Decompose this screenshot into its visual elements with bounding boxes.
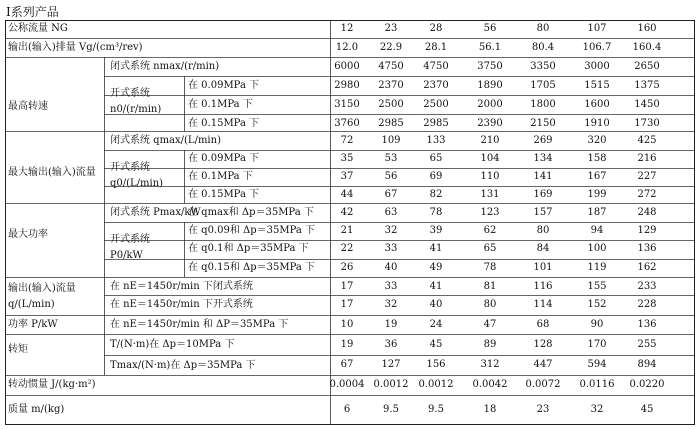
value-cell: 26	[340, 262, 354, 273]
row-label-inertia: 转动惯量 J/(kg·m²)	[8, 379, 96, 390]
value-cell: 44	[340, 189, 354, 200]
value-cell: 2500	[378, 99, 404, 110]
value-cell: 1600	[584, 99, 610, 110]
condition-label: 在 q0.15和 Δp＝35MPa 下	[188, 262, 316, 273]
value-cell: 2985	[378, 118, 404, 129]
value-cell: 89	[483, 339, 497, 350]
value-cell: 228	[637, 299, 657, 310]
value-cell: 18	[483, 404, 497, 415]
value-cell: 2985	[423, 118, 449, 129]
value-cell: 19	[340, 339, 354, 350]
value-cell: 187	[587, 207, 607, 218]
value-cell: 80.4	[531, 42, 555, 53]
value-cell: 6	[343, 404, 351, 415]
value-cell: 1515	[584, 80, 610, 91]
value-cell: 32	[590, 404, 604, 415]
value-cell: 170	[587, 339, 607, 350]
value-cell: 1450	[634, 99, 660, 110]
value-cell: 447	[533, 359, 553, 370]
value-cell: 0.0004	[329, 379, 365, 390]
value-cell: 80	[536, 23, 550, 34]
value-cell: 320	[587, 135, 607, 146]
value-cell: 169	[533, 189, 553, 200]
value-cell: 101	[533, 262, 553, 273]
value-cell: 2370	[423, 80, 449, 91]
value-cell: 128	[533, 339, 553, 350]
value-cell: 894	[637, 359, 657, 370]
value-cell: 160.4	[632, 42, 662, 53]
value-cell: 65	[429, 153, 443, 164]
value-cell: 255	[637, 339, 657, 350]
value-cell: 80	[536, 225, 550, 236]
value-cell: 134	[533, 153, 553, 164]
condition-label: 在 0.09MPa 下	[188, 153, 260, 164]
value-cell: 100	[587, 243, 607, 254]
value-cell: 272	[637, 189, 657, 200]
value-cell: 19	[384, 319, 398, 330]
value-cell: 162	[637, 262, 657, 273]
value-cell: 269	[533, 135, 553, 146]
value-cell: 42	[340, 207, 354, 218]
value-cell: 32	[384, 225, 398, 236]
value-cell: 3000	[584, 61, 610, 72]
value-cell: 33	[384, 243, 398, 254]
value-cell: 2150	[530, 118, 556, 129]
condition-label: 在 q0.09和 Δp＝35MPa 下	[188, 225, 316, 236]
value-cell: 56	[483, 23, 497, 34]
value-cell: 40	[384, 262, 398, 273]
value-cell: 114	[533, 299, 553, 310]
value-cell: 1910	[584, 118, 610, 129]
value-cell: 3760	[334, 118, 360, 129]
value-cell: 227	[637, 171, 657, 182]
value-cell: 216	[637, 153, 657, 164]
open-system-label: 开式系统	[110, 234, 150, 245]
value-cell: 24	[429, 319, 443, 330]
value-cell: 33	[384, 281, 398, 292]
value-cell: 81	[483, 281, 497, 292]
value-cell: 67	[384, 189, 398, 200]
value-cell: 127	[381, 359, 401, 370]
value-cell: 123	[480, 207, 500, 218]
value-cell: 0.0012	[418, 379, 454, 390]
closed-system-label: 闭式系统 Pmax/kW	[110, 207, 201, 218]
value-cell: 0.0042	[472, 379, 508, 390]
value-cell: 10	[340, 319, 354, 330]
value-cell: 67	[340, 359, 354, 370]
value-cell: 35	[340, 153, 354, 164]
value-cell: 233	[637, 281, 657, 292]
value-cell: 210	[480, 135, 500, 146]
value-cell: 157	[533, 207, 553, 218]
condition-label: Tmax/(N·m)在 Δp＝35MPa 下	[110, 360, 256, 371]
value-cell: 69	[429, 171, 443, 182]
value-cell: 82	[429, 189, 443, 200]
condition-label: 在 0.15MPa 下	[188, 189, 260, 200]
table-title: Ⅰ系列产品	[6, 5, 59, 19]
value-cell: 62	[483, 225, 497, 236]
condition-label: 在 qmax和 Δp＝35MPa 下	[188, 207, 314, 218]
value-cell: 9.5	[428, 404, 444, 415]
row-label-torque: 转矩	[8, 344, 28, 355]
value-cell: 80	[483, 299, 497, 310]
value-cell: 0.0220	[629, 379, 665, 390]
value-cell: 94	[590, 225, 604, 236]
value-cell: 248	[637, 207, 657, 218]
value-cell: 56	[384, 171, 398, 182]
value-cell: 0.0116	[579, 379, 615, 390]
value-cell: 21	[340, 225, 354, 236]
value-cell: 0.0072	[525, 379, 561, 390]
condition-label: 在 0.1MPa 下	[188, 171, 253, 182]
value-cell: 119	[587, 262, 607, 273]
value-cell: 22.9	[379, 42, 403, 53]
value-cell: 594	[587, 359, 607, 370]
value-cell: 3350	[530, 61, 556, 72]
condition-label: 在 0.15MPa 下	[188, 118, 260, 129]
value-cell: 36	[384, 339, 398, 350]
value-cell: 136	[637, 319, 657, 330]
value-cell: 63	[384, 207, 398, 218]
closed-system-label: 闭式系统 nmax/(r/min)	[110, 61, 220, 72]
value-cell: 2000	[477, 99, 503, 110]
value-cell: 45	[429, 339, 443, 350]
value-cell: 0.0012	[373, 379, 409, 390]
value-cell: 136	[637, 243, 657, 254]
value-cell: 12.0	[335, 42, 359, 53]
value-cell: 2650	[634, 61, 660, 72]
value-cell: 17	[340, 299, 354, 310]
value-cell: 110	[480, 171, 500, 182]
value-cell: 104	[480, 153, 500, 164]
value-cell: 9.5	[383, 404, 399, 415]
value-cell: 72	[340, 135, 354, 146]
value-cell: 312	[480, 359, 500, 370]
value-cell: 78	[429, 207, 443, 218]
row-label-max-speed: 最高转速	[8, 101, 48, 112]
value-cell: 37	[340, 171, 354, 182]
value-cell: 12	[340, 23, 354, 34]
value-cell: 106.7	[582, 42, 612, 53]
value-cell: 6000	[334, 61, 360, 72]
value-cell: 129	[637, 225, 657, 236]
value-cell: 17	[340, 281, 354, 292]
value-cell: 28.1	[424, 42, 448, 53]
value-cell: 78	[483, 262, 497, 273]
value-cell: 199	[587, 189, 607, 200]
value-cell: 23	[384, 23, 398, 34]
value-cell: 2500	[423, 99, 449, 110]
value-cell: 158	[587, 153, 607, 164]
value-cell: 116	[533, 281, 553, 292]
value-cell: 49	[429, 262, 443, 273]
open-system-label: 开式系统	[110, 162, 150, 173]
open-system-label: 开式系统	[110, 88, 150, 99]
condition-label: 在 nE＝1450r/min 下开式系统	[110, 299, 253, 310]
value-cell: 1890	[477, 80, 503, 91]
row-label-max-flow: 最大输出(输入)流量	[8, 167, 96, 178]
value-cell: 28	[429, 23, 443, 34]
value-cell: 47	[483, 319, 497, 330]
condition-label: 在 nE＝1450r/min 下闭式系统	[110, 281, 253, 292]
value-cell: 3150	[334, 99, 360, 110]
row-label-ng: 公称流量 NG	[8, 23, 68, 34]
value-cell: 107	[587, 23, 607, 34]
value-cell: 2980	[334, 80, 360, 91]
condition-label: T/(N·m)在 Δp＝10MPa 下	[110, 339, 235, 350]
row-label-io-flow-unit: q/(L/min)	[8, 299, 55, 310]
value-cell: 155	[587, 281, 607, 292]
condition-label: 在 q0.1和 Δp＝35MPa 下	[188, 243, 309, 254]
value-cell: 41	[429, 243, 443, 254]
value-cell: 53	[384, 153, 398, 164]
row-label-displacement: 输出(输入)排量 Vg/(cm³/rev)	[8, 42, 143, 53]
row-label-mass: 质量 m/(kg)	[8, 404, 65, 415]
value-cell: 152	[587, 299, 607, 310]
value-cell: 2370	[378, 80, 404, 91]
open-system-unit: n0/(r/min)	[110, 104, 162, 115]
value-cell: 84	[536, 243, 550, 254]
row-label-io-flow: 输出(输入)流量	[8, 283, 76, 294]
value-cell: 1800	[530, 99, 556, 110]
value-cell: 23	[536, 404, 550, 415]
value-cell: 56.1	[478, 42, 502, 53]
value-cell: 1705	[530, 80, 556, 91]
condition-label: 在 nE＝1450r/min 和 ΔP＝35MPa 下	[110, 319, 289, 330]
value-cell: 4750	[423, 61, 449, 72]
value-cell: 4750	[378, 61, 404, 72]
value-cell: 1375	[634, 80, 660, 91]
value-cell: 2390	[477, 118, 503, 129]
row-label-max-power: 最大功率	[8, 229, 48, 240]
value-cell: 22	[340, 243, 354, 254]
value-cell: 1730	[634, 118, 660, 129]
condition-label: 在 0.1MPa 下	[188, 99, 253, 110]
value-cell: 133	[426, 135, 446, 146]
value-cell: 109	[381, 135, 401, 146]
value-cell: 40	[429, 299, 443, 310]
open-system-unit: P0/kW	[110, 250, 143, 261]
value-cell: 32	[384, 299, 398, 310]
value-cell: 90	[590, 319, 604, 330]
value-cell: 3750	[477, 61, 503, 72]
closed-system-label: 闭式系统 qmax/(L/min)	[110, 135, 221, 146]
value-cell: 156	[426, 359, 446, 370]
value-cell: 45	[640, 404, 654, 415]
value-cell: 65	[483, 243, 497, 254]
condition-label: 在 0.09MPa 下	[188, 80, 260, 91]
value-cell: 39	[429, 225, 443, 236]
value-cell: 167	[587, 171, 607, 182]
value-cell: 160	[637, 23, 657, 34]
open-system-unit: q0/(L/min)	[110, 178, 164, 189]
value-cell: 41	[429, 281, 443, 292]
value-cell: 68	[536, 319, 550, 330]
value-cell: 131	[480, 189, 500, 200]
value-cell: 141	[533, 171, 553, 182]
row-label-power: 功率 P/kW	[8, 319, 58, 330]
value-cell: 425	[637, 135, 657, 146]
